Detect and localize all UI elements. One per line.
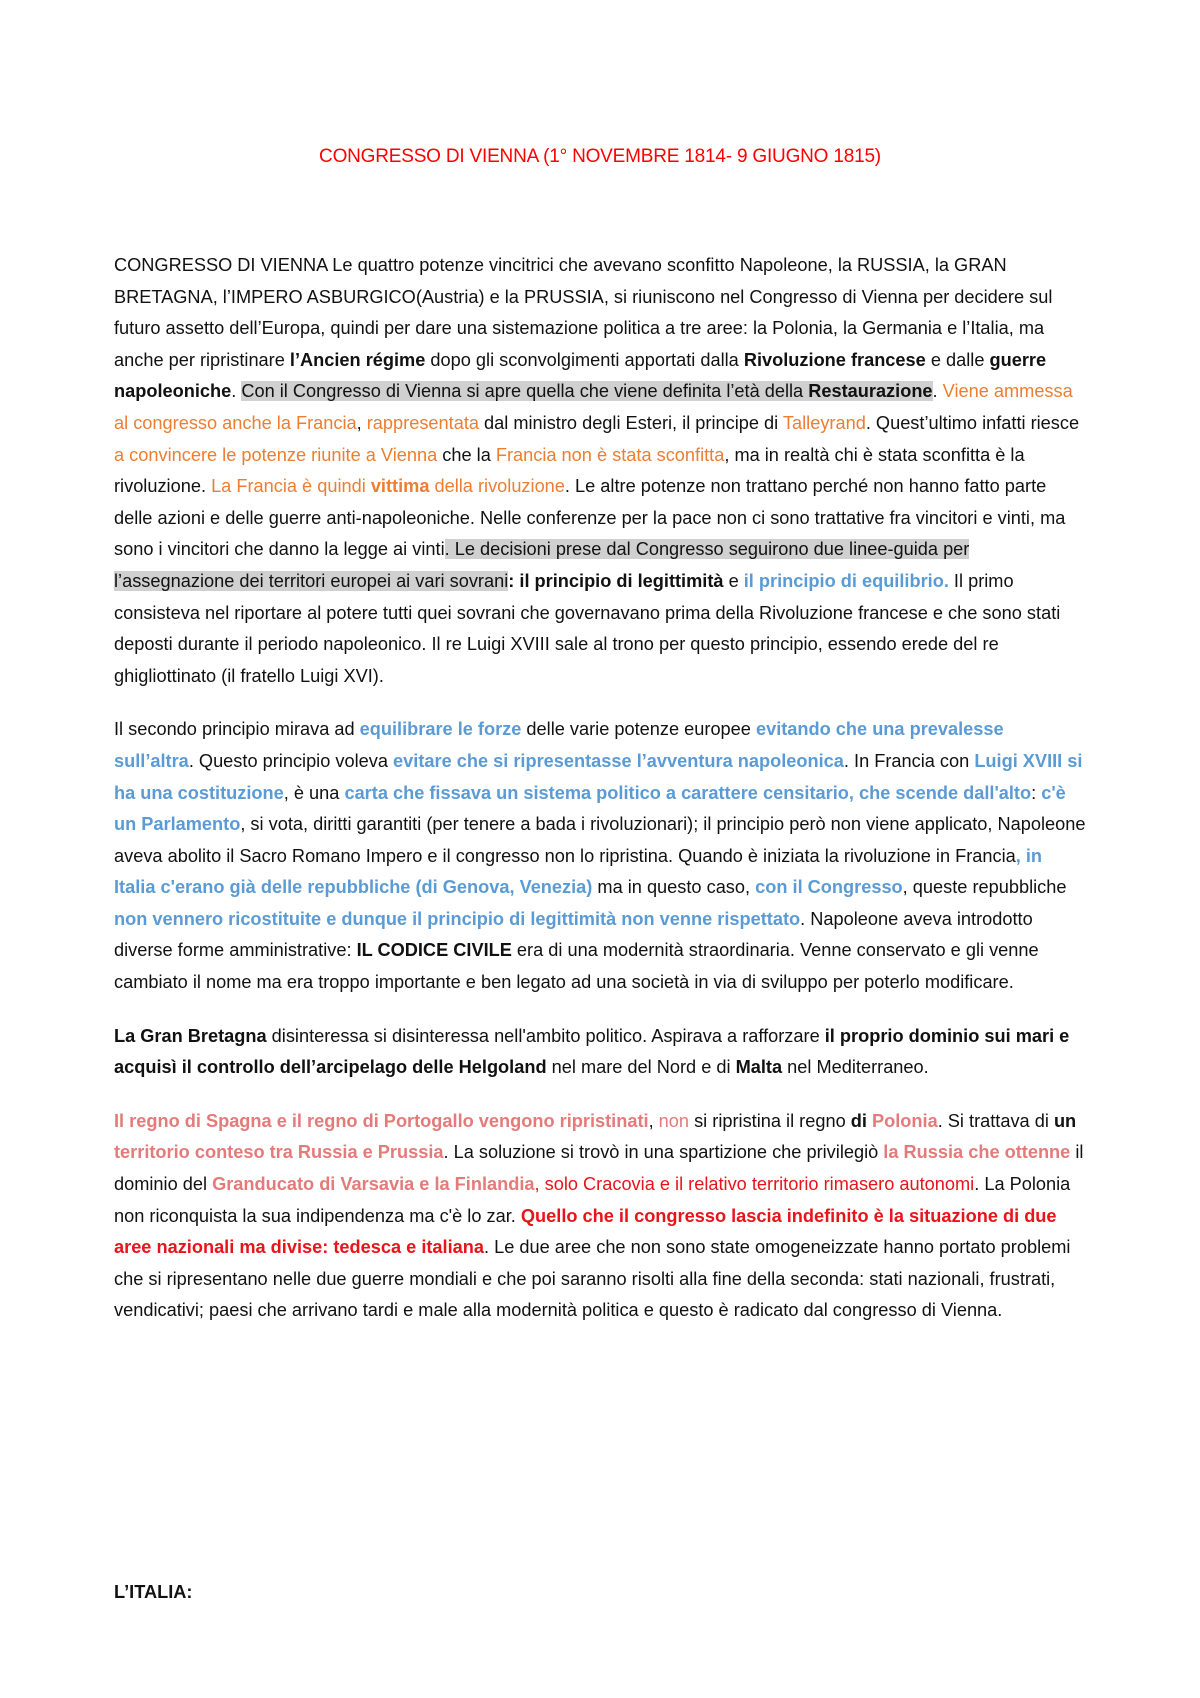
text-run: . Questo principio voleva [188,750,394,771]
text-run: . [932,381,943,402]
paragraph-poland [114,1106,1086,1327]
text-run: dal ministro degli Esteri, il principe di [478,412,783,433]
pink-text: la Russia che ottenne [883,1142,1071,1163]
blue-text: evitare che si ripresentasse l’avventura napoleonica [393,750,844,771]
orange-text: Francia non è stata sconfitta [495,444,725,465]
pink-text: non [658,1110,690,1131]
text-run: . [231,381,242,402]
red-text: , [534,1174,545,1195]
text-run: , [356,412,367,433]
orange-text: Viene ammessa al congresso anche la Francia [114,381,1073,433]
text-run: Rivoluzione francese [743,349,926,370]
document-body [114,250,1086,1349]
paragraph-equilibrium [114,714,1086,998]
text-run: il principio di legittimità [519,570,724,591]
blue-text: Luigi XVIII si ha una costituzione [114,750,1083,803]
text-run: . Quest’ultimo infatti riesce [865,412,1080,433]
section-heading-italia: L’ITALIA: [114,1582,193,1602]
page-title: CONGRESSO DI VIENNA (1° NOVEMBRE 1814- 9 GIUGNO 1815) [319,146,881,167]
text-run: : [1031,782,1042,803]
text-run: . Le due aree che non sono state omogeneizzate hanno portato problemi che si ripresentano nelle due guerre mondiali e che poi saranno risolti alla fine della seconda: stati nazionali, frustrati, vendicativi; paesi che arrivano tardi e male alla modernità politica e questo è radicato dal congresso di Vienna. [114,1237,1071,1321]
text-run: il proprio dominio sui mari e acquisì il controllo dell’arcipelago delle Helgoland [114,1025,1070,1078]
blue-text: carta che fissava un sistema politico a carattere censitario, che scende dall'alto [344,782,1032,803]
text-run: Malta [735,1057,783,1078]
text-run: . Si trattava di [937,1110,1054,1131]
orange-text: Talleyrand [782,412,866,433]
text-run: era di una modernità straordinaria. Venne conservato e gli venne cambiato il nome ma era troppo importante e ben legato ad una società in via di sviluppo per poterlo modificare. [114,940,1039,993]
blue-text: , in Italia c'erano già delle repubbliche (di Genova, Venezia) [114,845,1043,898]
text-run: . La Polonia non riconquista la sua indipendenza ma c'è lo zar [114,1174,1071,1226]
paragraph-congress-intro [114,250,1086,692]
orange-text: rappresentata [366,412,479,433]
red-text: solo Cracovia e il relativo territorio rimasero autonomi [544,1174,975,1195]
text-run: , è una [283,782,345,803]
highlighted-text: Restaurazione [808,381,933,402]
pink-text: territorio conteso tra Russia e Prussia [114,1142,444,1163]
text-run: . Napoleone aveva introdotto diverse forme amministrative: [114,908,1033,961]
text-run: , [648,1110,659,1131]
text-run: . Le altre potenze non trattano perché non hanno fatto parte delle azioni e delle guerre anti-napoleoniche. Nelle conferenze per la pace non ci sono trattative fra vincitori e vinti, ma sono i vincitori che danno la legge ai vinti [114,476,1066,560]
text-run: l’Ancien régime [289,349,426,370]
text-run: : [508,570,520,591]
text-run: e [723,570,744,591]
orange-text: La Francia è quindi [211,476,371,497]
text-run: ma in questo caso, [592,877,756,898]
text-run: il dominio del [114,1142,1084,1195]
text-run: Il primo consisteva nel riportare al potere tutti quei sovrani che governavano prima della Rivoluzione francese e che sono stati deposti durante il periodo napoleonico. Il re Luigi XVIII sale al trono per questo principio, essendo erede del re ghigliottinato (il fratello Luigi XVI). [114,570,1061,686]
text-run: che la [437,444,496,465]
text-run: guerre napoleoniche [114,349,1047,402]
text-run: La Gran Bretagna [114,1025,267,1046]
text-run: . [510,1205,521,1226]
text-run: , si vota, diritti garantiti (per tenere a bada i rivoluzionari); il principio però non viene applicato, Napoleone aveva abolito il Sacro Romano Impero e il congresso non lo ripristina. Quando è iniziata la rivoluzione in Francia [114,814,1086,866]
blue-text: con il Congresso [755,877,903,898]
text-run: , ma in realtà chi è stata sconfitta è la rivoluzione. [114,444,1025,497]
text-run: delle varie potenze europee [521,719,756,740]
text-run: dopo gli sconvolgimenti apportati dalla [425,349,744,370]
blue-text: equilibrare le forze [359,719,522,740]
text-run: . La soluzione si trovò in una spartizione che privilegiò [443,1142,884,1163]
text-run: IL CODICE CIVILE [356,940,512,961]
text-run: si ripristina il regno [689,1110,851,1131]
highlighted-text: Con il Congresso di Vienna si apre quella che viene definita l’età della [241,381,809,402]
pink-text: Granducato di Varsavia e la Finlandia [212,1174,535,1195]
text-run: CONGRESSO DI VIENNA Le quattro potenze vincitrici che avevano sconfitto Napoleone, la RUSSIA, la GRAN BRETAGNA, l’IMPERO ASBURGICO(Austria) e la PRUSSIA, si riuniscono nel Congresso di Vienna per decidere sul futuro assetto dell’Europa, quindi per dare una sistemazione politica a tre aree: la Polonia, la Germania e l’Italia, ma anche per ripristinare [114,255,1053,370]
orange-text: della rivoluzione [429,476,565,497]
orange-text: a convincere le potenze riunite a Vienna [114,444,438,465]
orange-text: vittima [370,476,430,497]
red-text: Quello che il congresso lascia indefinito è la situazione di due aree nazionali ma divise: tedesca e italiana [114,1205,1057,1258]
text-run: e dalle [925,349,990,370]
text-run: Il secondo principio mirava ad [114,719,360,740]
text-run: disinteressa si disinteressa nell'ambito politico. Aspirava a rafforzare [266,1025,825,1046]
text-run: di [850,1110,867,1131]
blue-text: c'è un Parlamento [114,782,1066,835]
pink-text: Polonia [872,1110,938,1131]
text-run: un [1053,1110,1077,1131]
blue-text: evitando che una prevalesse sull’altra [114,719,1004,771]
blue-text: non vennero ricostituite e dunque il principio di legittimità non venne rispettato [114,908,801,929]
text-run: nel mare del Nord e di [546,1057,736,1078]
paragraph-great-britain [114,1021,1086,1084]
text-run: . In Francia con [843,750,975,771]
highlighted-text: . Le decisioni prese dal Congresso seguirono due linee-guida per l’assegnazione dei territori europei ai vari sovrani [114,539,970,591]
blue-text: il principio di equilibrio. [743,570,949,591]
pink-text: Il regno di Spagna e il regno di Portogallo vengono ripristinati [114,1110,649,1131]
text-run: , queste repubbliche [902,877,1067,898]
text-run: nel Mediterraneo. [782,1057,929,1078]
